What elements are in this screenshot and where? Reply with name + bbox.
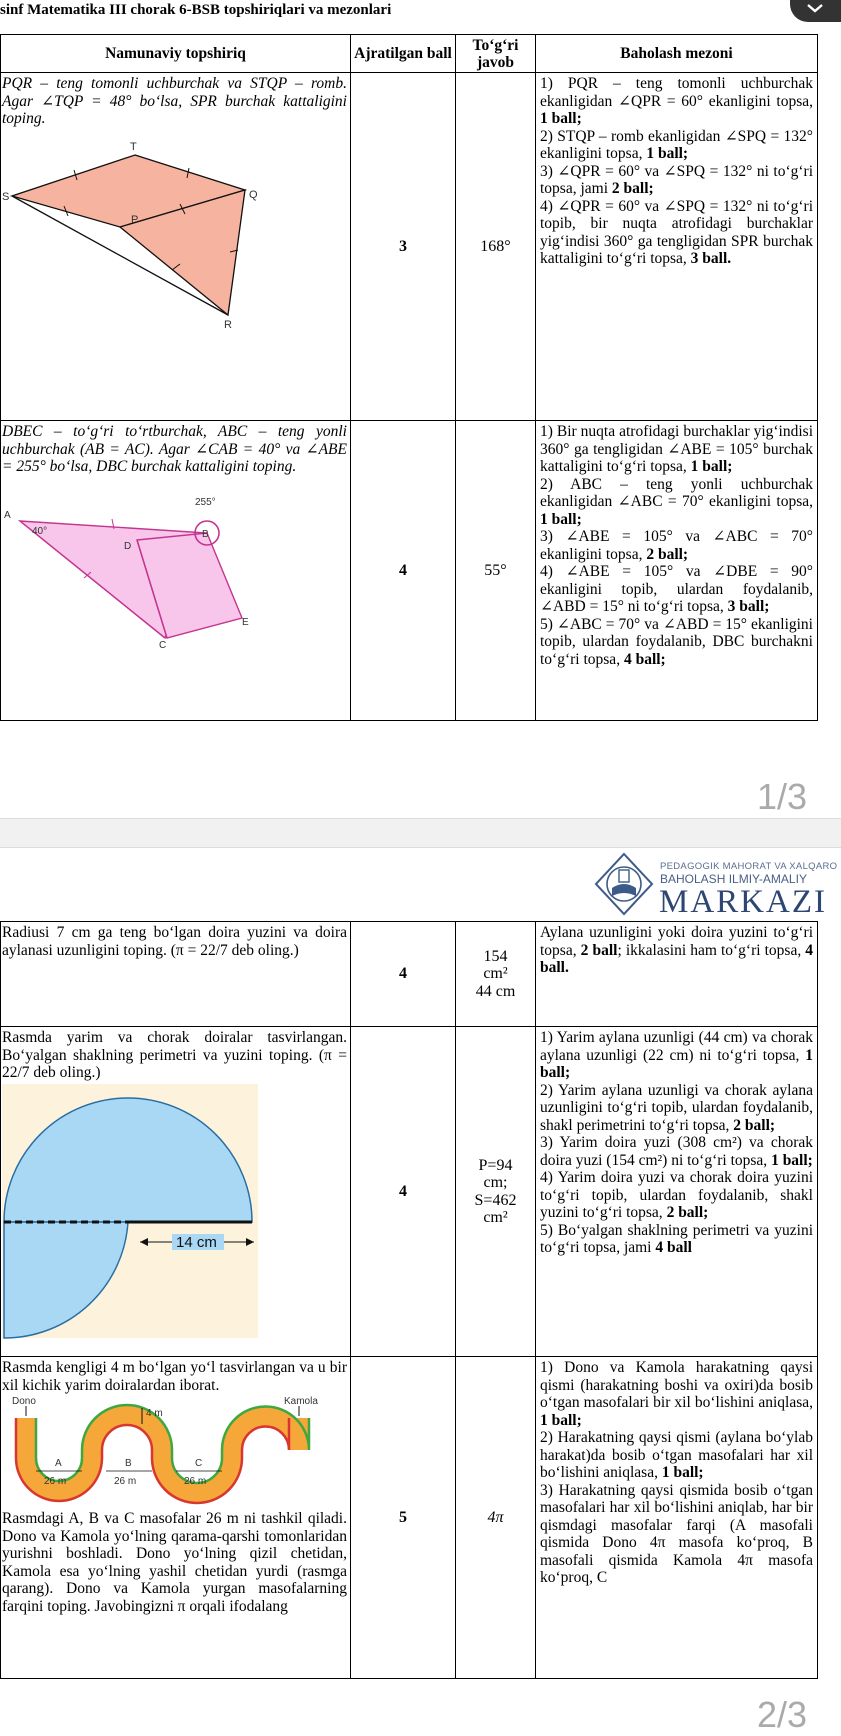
emblem-icon — [592, 852, 656, 916]
criterion-points: 4 ball. — [540, 941, 814, 976]
criteria-cell — [536, 1357, 818, 1679]
task-text: Rasmdagi A, B va C masofalar 26 m ni tashkil qiladi. Dono va Kamola yo‘lning qarama-qarshi tomonlaridan yurishni boshladi. Dono yo‘lning qizil chetidan, Kamola esa yo‘lning yashil chetidan yurdi (rasmga qarang). Dono va Kamola yurgan masofalarning farqini toping. Javobingizni π orqali ifodalang — [2, 1510, 347, 1615]
criterion-points: 3 ball; — [727, 598, 770, 615]
criterion-points: 1 ball; — [540, 1411, 582, 1429]
page-title: sinf Matematika III chorak 6-BSB topshiriqlari va mezonlari — [0, 2, 392, 18]
width-label: 4 m — [146, 1408, 163, 1419]
answer-cell — [456, 1027, 536, 1357]
criterion: 1) Bir nuqta atrofidagi burchaklar yig‘indisi 360° ga tengligidan ∠ABE = 105° burchak kattaligini to‘g‘ri topsa, — [540, 423, 813, 475]
col-header-ball: Ajratilgan ball — [351, 35, 456, 73]
col-header-criteria: Baholash mezoni — [536, 35, 818, 73]
ball-cell: 3 — [351, 73, 456, 421]
rectangle-triangle-figure — [2, 488, 252, 651]
answer-cell: 168° — [456, 73, 536, 421]
criterion-points: 1 ball; — [661, 1464, 704, 1481]
criteria-cell — [536, 73, 818, 421]
criterion-points: 2 ball — [580, 941, 618, 959]
criterion: Aylana uzunligini yoki doira yuzini to‘g‘ri topsa, — [540, 924, 813, 959]
rhombus-triangle-figure — [2, 140, 258, 331]
label-c: C — [195, 1458, 203, 1469]
criteria-table-2 — [0, 921, 818, 1679]
task-text: PQR – teng tomonli uchburchak va STQP – romb. Agar ∠TQP = 48° bo‘lsa, SPR burchak kattaligini toping. — [2, 75, 347, 127]
table-row — [1, 421, 818, 721]
distance-label: 26 m — [184, 1476, 207, 1487]
criterion: 4) ∠QPR = 60° va ∠SPQ = 132° ni to‘g‘ri topib, bir nuqta atrofidagi burchaklar yig‘indisi 360° ga tengligidan SPR burchak kattaligini to‘g‘ri topsa, — [540, 197, 813, 267]
criterion-points: 1 ball; — [540, 1046, 813, 1081]
criterion: 3) Yarim doira yuzi (308 cm²) va chorak doira yuzi (154 cm²) ni to‘g‘ri topsa, — [540, 1134, 813, 1169]
criterion-points: 1 ball; — [771, 1151, 813, 1169]
dono-label: Dono — [12, 1396, 36, 1407]
criterion-points: 1 ball; — [646, 145, 689, 162]
criterion: ; ikkalasini ham to‘g‘ri topsa, — [617, 941, 802, 959]
criterion-points: 4 ball — [655, 1239, 692, 1256]
task-text: Rasmda yarim va chorak doiralar tasvirlangan. Bo‘yalgan shaklning perimetri va yuzini toping. (π = 22/7 deb oling.) — [2, 1029, 347, 1081]
label-b: B — [202, 528, 209, 540]
criterion: 1) Dono va Kamola harakatning qaysi qismi (harakatning boshi va oxiri)da bosib o‘tgan masofalari bir xil bo‘lishini aniqlasa, — [540, 1359, 813, 1411]
road-figure — [2, 1394, 322, 1510]
table-row — [1, 1357, 818, 1679]
criterion: 3) Harakatning qaysi qismida bosib o‘tgan masofalari har xil bo‘lishini aniqlab, har bir qismdagi masofalar farqi (A masofali qismida Dono 4π masofa ko‘proq, B masofali qismida Kamola 4π masofa ko‘proq, C — [540, 1481, 813, 1586]
label-b: B — [125, 1458, 132, 1469]
dimension-label: 14 cm — [176, 1233, 217, 1251]
page-number: 1/3 — [757, 776, 808, 817]
chevron-down-icon — [804, 2, 826, 16]
ball-cell: 5 — [351, 1357, 456, 1679]
criterion-points: 1 ball; — [540, 510, 582, 528]
kamola-label: Kamola — [284, 1396, 318, 1407]
criteria-table-1 — [0, 34, 818, 721]
logo-line-3: MARKAZI — [659, 884, 827, 920]
criterion: 5) Bo‘yalgan shaklning perimetri va yuzini to‘g‘ri topsa, jami — [540, 1221, 813, 1256]
criterion: 5) ∠ABC = 70° va ∠ABD = 15° ekanligini topib, ulardan foydalanib, DBC burchakni to‘g‘ri topsa, — [540, 615, 813, 668]
task-cell — [1, 922, 351, 1027]
criteria-cell — [536, 421, 818, 721]
label-p: P — [131, 213, 139, 226]
angle-label: 40° — [32, 525, 48, 537]
logo — [590, 852, 840, 920]
task-text: DBEC – to‘g‘ri to‘rtburchak, ABC – teng yonli uchburchak (AB = AC). Agar ∠CAB = 40° va ∠ABE = 255° bo‘lsa, DBC burchak kattaligini toping. — [2, 423, 347, 475]
answer-area: 154 — [483, 947, 508, 965]
table-row — [1, 922, 818, 1027]
criterion: 2) ABC – teng yonli uchburchak ekanligidan ∠ABC = 70° ekanligini topsa, — [540, 475, 813, 510]
ball-cell: 4 — [351, 922, 456, 1027]
label-a: A — [4, 509, 11, 521]
label-e: E — [242, 616, 249, 628]
answer-cell — [456, 922, 536, 1027]
criterion-points: 2 ball; — [733, 1116, 776, 1134]
col-header-answer: To‘g‘ri javob — [456, 35, 536, 73]
criteria-cell — [536, 922, 818, 1027]
criterion: 2) Harakatning qaysi qismi (aylana bo‘ylab harakat)da bosib o‘tgan masofalari har xil bo‘lishini aniqlasa, — [540, 1429, 813, 1481]
label-q: Q — [249, 188, 258, 201]
criterion: 4) ∠ABE = 105° va ∠DBE = 90° ekanligini topib, ulardan foydalanib, ∠ABD = 15° ni to‘g‘ri topsa, — [540, 563, 813, 615]
label-c: C — [159, 639, 167, 651]
criterion: 2) STQP – romb ekanligidan ∠SPQ = 132° ekanligini topsa, — [540, 127, 813, 162]
table-row — [1, 1027, 818, 1357]
answer-cell: 55° — [456, 421, 536, 721]
criterion-points: 1 ball; — [690, 458, 733, 475]
criterion-points: 1 ball; — [540, 110, 582, 127]
criterion-points: 2 ball; — [646, 545, 689, 563]
answer-area: S=462 — [474, 1191, 517, 1209]
label-a: A — [55, 1458, 62, 1469]
criterion: 3) ∠QPR = 60° va ∠SPQ = 132° ni to‘g‘ri topsa, jami — [540, 162, 813, 197]
angle-label: 255° — [195, 496, 216, 508]
label-d: D — [124, 540, 132, 552]
ball-cell: 4 — [351, 421, 456, 721]
table-row — [1, 73, 818, 421]
task-cell — [1, 1027, 351, 1357]
ball-cell: 4 — [351, 1027, 456, 1357]
label-s: S — [2, 190, 10, 203]
page-separator — [0, 818, 841, 848]
page-number: 2/3 — [757, 1694, 808, 1735]
criterion: 1) PQR – teng tomonli uchburchak ekanligidan ∠QPR = 60° ekanligini topsa, — [540, 75, 813, 110]
distance-label: 26 m — [114, 1476, 137, 1487]
answer-area-unit: cm² — [483, 965, 508, 983]
answer-perimeter-unit: cm; — [483, 1174, 508, 1191]
logo-line-2: BAHOLASH ILMIY-AMALIY — [660, 872, 807, 886]
criterion: 1) Yarim aylana uzunligi (44 cm) va chorak aylana uzunligi (22 cm) ni to‘g‘ri topsa, — [540, 1029, 813, 1064]
criterion-points: 4 ball; — [623, 650, 666, 668]
col-header-task: Namunaviy topshiriq — [1, 35, 351, 73]
distance-label: 26 m — [44, 1476, 67, 1487]
task-cell — [1, 73, 351, 421]
criterion: 2) Yarim aylana uzunligi va chorak aylana uzunligini to‘g‘ri topib, ulardan foydalanib, shakl perimetrini to‘g‘ri topsa, — [540, 1081, 813, 1134]
collapse-button[interactable] — [790, 0, 841, 22]
task-cell — [1, 421, 351, 721]
answer-area-unit: cm² — [483, 1209, 508, 1226]
label-t: T — [130, 140, 137, 153]
task-text: Radiusi 7 cm ga teng bo‘lgan doira yuzini va doira aylanasi uzunligini toping. (π = 22/7 deb oling.) — [2, 924, 347, 959]
criterion-points: 2 ball; — [666, 1204, 709, 1221]
task-text: Rasmda kengligi 4 m bo‘lgan yo‘l tasvirlangan va u bir xil kichik yarim doiralardan iborat. — [2, 1359, 347, 1394]
logo-line-1: PEDAGOGIK MAHORAT VA XALQARO — [660, 861, 838, 872]
task-cell — [1, 1357, 351, 1679]
criterion-points: 2 ball; — [611, 180, 654, 197]
criterion: 3) ∠ABE = 105° va ∠ABC = 70° ekanligini topsa, — [540, 528, 813, 563]
answer-cell: 4π — [456, 1357, 536, 1679]
answer-length: 44 cm — [475, 982, 516, 1000]
semicircle-figure — [2, 1084, 258, 1338]
criteria-cell — [536, 1027, 818, 1357]
criterion-points: 3 ball. — [690, 250, 732, 267]
criterion: 4) Yarim doira yuzi va chorak doira yuzini to‘g‘ri topib, ulardan foydalanib, shakl yuzini to‘g‘ri topsa, — [540, 1169, 813, 1221]
label-r: R — [224, 318, 232, 331]
answer-perimeter: P=94 — [478, 1156, 513, 1174]
